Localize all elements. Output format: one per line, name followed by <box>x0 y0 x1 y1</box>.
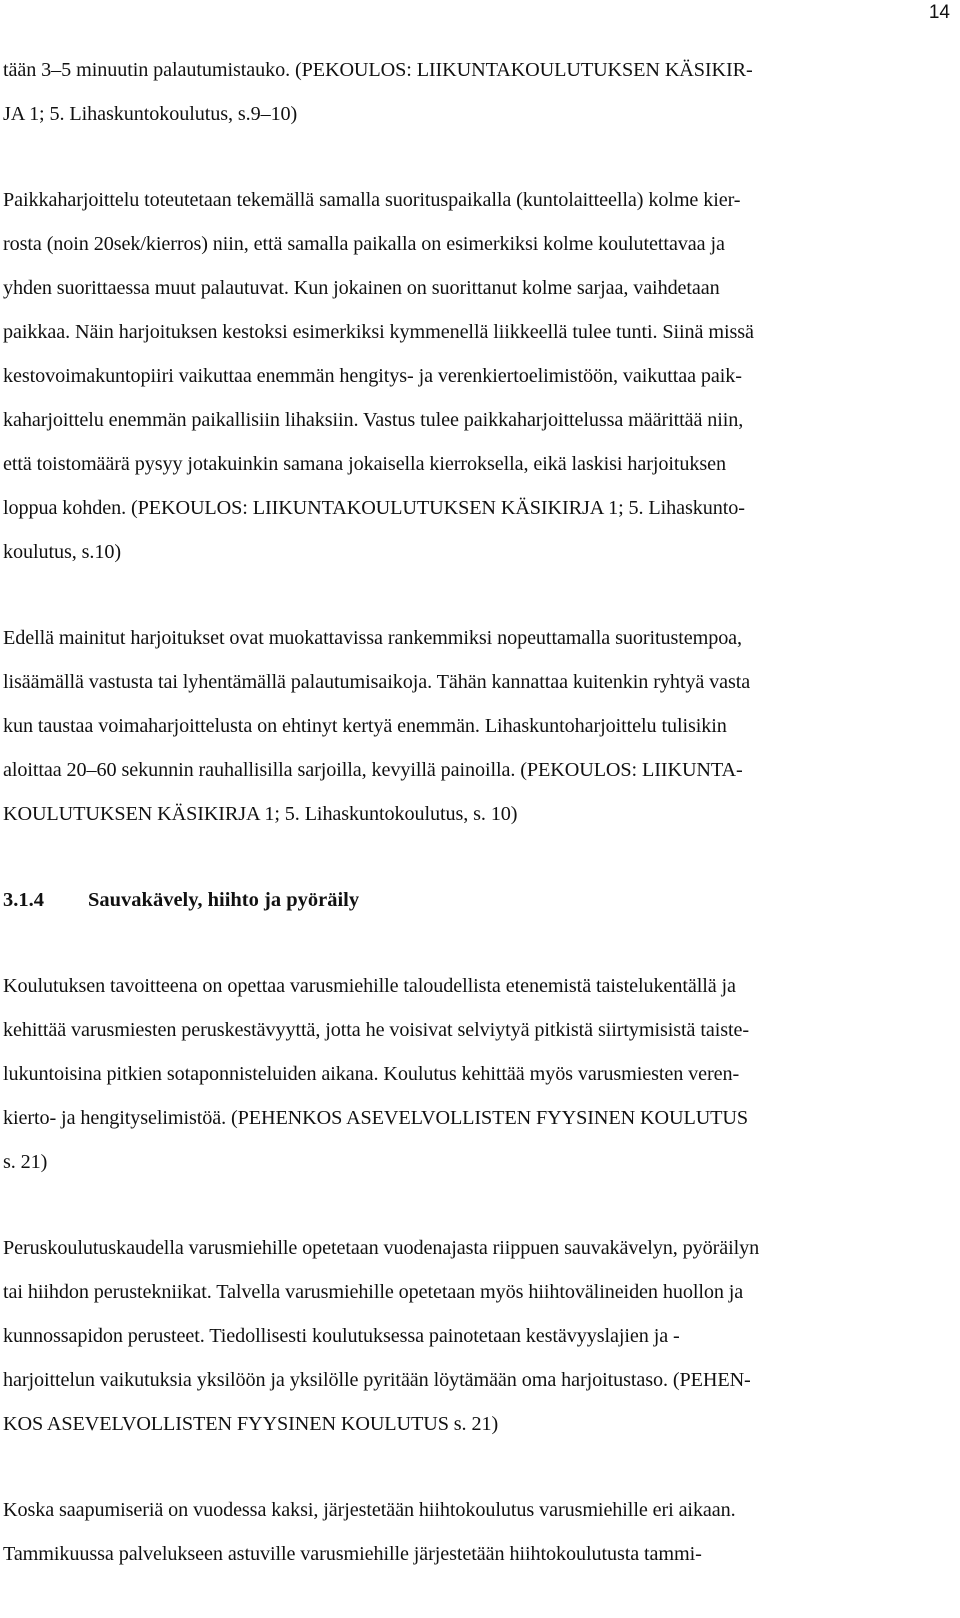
text-line: kun taustaa voimaharjoittelusta on ehtinyt kertyä enemmän. Lihaskuntoharjoittelu tulisikin <box>3 715 727 737</box>
text-line: lisäämällä vastusta tai lyhentämällä palautumisaikoja. Tähän kannattaa kuitenkin ryhtyä vasta <box>3 671 751 693</box>
text-line: kierto- ja hengityselimistöä. (PEHENKOS ASEVELVOLLISTEN FYYSINEN KOULUTUS <box>3 1107 749 1129</box>
text-line: aloittaa 20–60 sekunnin rauhallisilla sarjoilla, kevyillä painoilla. (PEKOULOS: LIIKUNTA- <box>3 759 743 781</box>
text-line: koulutus, s.10) <box>3 541 121 563</box>
text-line: yhden suorittaessa muut palautuvat. Kun jokainen on suorittanut kolme sarjaa, vaihdetaan <box>3 277 720 299</box>
text-line: loppua kohden. (PEKOULOS: LIIKUNTAKOULUTUKSEN KÄSIKIRJA 1; 5. Lihaskunto- <box>3 497 745 519</box>
text-line: KOULUTUKSEN KÄSIKIRJA 1; 5. Lihaskuntokoulutus, s. 10) <box>3 803 518 825</box>
section-number: 3.1.4 <box>3 888 44 911</box>
page-number: 14 <box>928 2 950 23</box>
text-line: lukuntoisina pitkien sotaponnisteluiden aikana. Koulutus kehittää myös varusmiesten veren- <box>3 1063 740 1085</box>
text-line: kehittää varusmiesten peruskestävyyttä, jotta he voisivat selviytyä pitkistä siirtymisistä taiste- <box>3 1019 749 1041</box>
text-line: s. 21) <box>3 1151 48 1173</box>
text-line: tai hiihdon perustekniikat. Talvella varusmiehille opetetaan myös hiihtovälineiden huollon ja <box>3 1281 744 1303</box>
section-heading <box>3 878 955 922</box>
text-line: paikkaa. Näin harjoituksen kestoksi esimerkiksi kymmenellä liikkeellä tulee tunti. Siinä missä <box>3 321 754 343</box>
paragraph-2 <box>3 178 955 574</box>
text-line: kaharjoittelu enemmän paikallisiin lihaksiin. Vastus tulee paikkaharjoittelussa määrittää niin, <box>3 409 744 431</box>
text-line: Tammikuussa palvelukseen astuville varusmiehille järjestetään hiihtokoulutusta tammi- <box>3 1543 702 1565</box>
text-line: kestovoimakuntopiiri vaikuttaa enemmän hengitys- ja verenkiertoelimistöön, vaikuttaa paik- <box>3 365 742 387</box>
text-line: JA 1; 5. Lihaskuntokoulutus, s.9–10) <box>3 103 298 125</box>
text-line: KOS ASEVELVOLLISTEN FYYSINEN KOULUTUS s. 21) <box>3 1413 499 1435</box>
text-line: tään 3–5 minuutin palautumistauko. (PEKOULOS: LIIKUNTAKOULUTUKSEN KÄSIKIR- <box>3 59 753 81</box>
text-line: Paikkaharjoittelu toteutetaan tekemällä samalla suorituspaikalla (kuntolaitteella) kolme kier- <box>3 189 741 211</box>
text-line: Koulutuksen tavoitteena on opettaa varusmiehille taloudellista etenemistä taistelukentällä ja <box>3 975 736 997</box>
paragraph-1 <box>3 48 955 136</box>
text-line: kunnossapidon perusteet. Tiedollisesti koulutuksessa painotetaan kestävyyslajien ja - <box>3 1325 680 1347</box>
paragraph-3 <box>3 616 955 836</box>
text-line: rosta (noin 20sek/kierros) niin, että samalla paikalla on esimerkiksi kolme koulutettavaa ja <box>3 233 725 255</box>
document-body <box>3 48 955 1618</box>
text-line: Edellä mainitut harjoitukset ovat muokattavissa rankemmiksi nopeuttamalla suoritustempoa, <box>3 627 742 649</box>
paragraph-6 <box>3 1488 955 1576</box>
text-line: Koska saapumiseriä on vuodessa kaksi, järjestetään hiihtokoulutus varusmiehille eri aikaan. <box>3 1499 736 1521</box>
text-line: harjoittelun vaikutuksia yksilöön ja yksilölle pyritään löytämään oma harjoitustaso. (PEHEN- <box>3 1369 751 1391</box>
paragraph-4 <box>3 964 955 1184</box>
text-line: Peruskoulutuskaudella varusmiehille opetetaan vuodenajasta riippuen sauvakävelyn, pyöräilyn <box>3 1237 760 1259</box>
paragraph-5 <box>3 1226 955 1446</box>
section-title: Sauvakävely, hiihto ja pyöräily <box>88 888 360 911</box>
text-line: että toistomäärä pysyy jotakuinkin samana jokaisella kierroksella, eikä laskisi harjoituksen <box>3 453 726 475</box>
